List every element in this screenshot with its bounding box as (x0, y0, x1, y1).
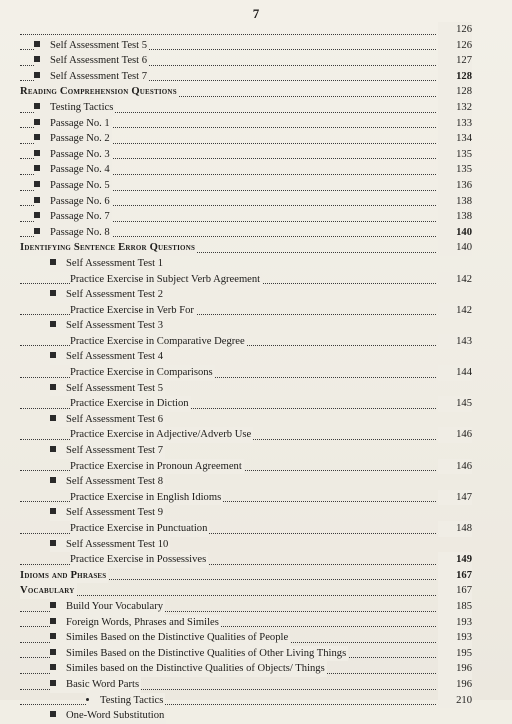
toc-page-number: 185 (438, 599, 472, 615)
toc-entry-label (20, 583, 77, 599)
toc-entry-text: Testing Tactics (50, 101, 114, 113)
toc-heading (20, 240, 472, 256)
toc-entry-label (34, 147, 112, 163)
toc-page-number: 193 (438, 615, 472, 631)
square-bullet-icon (50, 259, 56, 265)
toc-entry-label (50, 537, 170, 553)
toc-entry-text: Practice Exercise in Pronoun Agreement (70, 460, 242, 472)
toc-entry-text: Self Assessment Test 5 (50, 39, 148, 51)
square-bullet-icon (34, 165, 40, 171)
toc-entry-label (50, 318, 165, 334)
square-bullet-icon (50, 618, 56, 624)
toc-entry (20, 474, 472, 490)
toc-entry-label (50, 443, 165, 459)
toc-entry (20, 209, 472, 225)
toc-entry-label (70, 459, 244, 475)
toc-entry-text: Practice Exercise in Possessives (70, 554, 207, 566)
square-bullet-icon (50, 633, 56, 639)
toc-entry-text: Practice Exercise in English Idioms (70, 491, 222, 503)
toc-entry-text: Passage No. 5 (50, 179, 110, 191)
toc-entry-text: Practice Exercise in Comparative Degree (70, 335, 245, 347)
dot-leader (20, 595, 436, 596)
toc-entry-label (70, 272, 262, 288)
toc-entry-label (50, 646, 348, 662)
toc-entry-label (50, 287, 165, 303)
square-bullet-icon (34, 41, 40, 47)
toc-page-number: 140 (438, 225, 472, 241)
square-bullet-icon (50, 384, 56, 390)
toc-entry-label (70, 427, 253, 443)
toc-entry-text: Self Assessment Test 10 (66, 538, 169, 550)
toc-entry (20, 490, 472, 506)
toc-entry (20, 287, 472, 303)
square-bullet-icon (34, 181, 40, 187)
toc-entry (20, 537, 472, 553)
toc-page-number: 196 (438, 661, 472, 677)
dot-leader (20, 704, 436, 705)
toc-entry-text: Basic Word Parts (66, 678, 140, 690)
toc-entry-text: Self Assessment Test 9 (66, 507, 164, 519)
square-bullet-icon (50, 602, 56, 608)
toc-page-number: 128 (438, 84, 472, 100)
toc-page-number: 142 (438, 272, 472, 288)
toc-page-number: 135 (438, 147, 472, 163)
toc-entry (20, 69, 472, 85)
toc-entry-text: Passage No. 4 (50, 164, 110, 176)
toc-entry (20, 708, 472, 724)
toc-entry (20, 552, 472, 568)
toc-entry-text: Similes Based on the Distinctive Qualities of Other Living Things (66, 647, 347, 659)
dot-leader (20, 34, 436, 35)
toc-entry (20, 256, 472, 272)
toc-entry (20, 412, 472, 428)
toc-entry (20, 334, 472, 350)
square-bullet-icon (50, 290, 56, 296)
toc-entry (20, 661, 472, 677)
toc-entry-text: Testing Tactics (100, 694, 164, 706)
toc-entry (20, 365, 472, 381)
toc-entry-text: Self Assessment Test 8 (66, 476, 164, 488)
toc-entry-label (50, 381, 165, 397)
toc-entry-label (34, 162, 112, 178)
toc-entry-text: Practice Exercise in Verb For (70, 304, 194, 316)
toc-entry-text: Passage No. 3 (50, 148, 110, 160)
square-bullet-icon (50, 321, 56, 327)
toc-entry-label (50, 256, 165, 272)
toc-entry-label (34, 178, 112, 194)
toc-entry-label (34, 225, 112, 241)
toc-page-number: 134 (438, 131, 472, 147)
square-bullet-icon (50, 664, 56, 670)
toc-entry-label (50, 630, 290, 646)
toc-entry-text: Identifying Sentence Error Questions (20, 242, 196, 254)
toc-entry-label (50, 412, 165, 428)
toc-entry-text: Foreign Words, Phrases and Similes (66, 616, 219, 628)
toc-entry (20, 53, 472, 69)
toc-entry (20, 396, 472, 412)
toc-entry-text: Build Your Vocabulary (66, 600, 164, 612)
toc-entry (20, 303, 472, 319)
toc-entry (20, 22, 472, 38)
square-bullet-icon (34, 150, 40, 156)
toc-entry-text: Vocabulary (20, 585, 75, 597)
table-of-contents (20, 22, 472, 724)
toc-entry (20, 349, 472, 365)
toc-page-number: 196 (438, 677, 472, 693)
toc-page-number: 138 (438, 194, 472, 210)
toc-page-number: 128 (438, 69, 472, 85)
toc-page-number: 136 (438, 178, 472, 194)
toc-entry-text: Passage No. 8 (50, 226, 110, 238)
toc-entry-text: Idioms and Phrases (20, 569, 107, 581)
toc-entry (20, 505, 472, 521)
toc-entry (20, 131, 472, 147)
toc-entry-text: Passage No. 1 (50, 117, 110, 129)
toc-entry (20, 381, 472, 397)
toc-page-number: 144 (438, 365, 472, 381)
toc-entry-label (34, 209, 112, 225)
toc-entry-label (20, 84, 179, 100)
square-bullet-icon (50, 477, 56, 483)
square-bullet-icon (50, 415, 56, 421)
toc-entry (20, 521, 472, 537)
toc-entry-text: Self Assessment Test 5 (66, 382, 164, 394)
toc-page-number: 126 (438, 22, 472, 38)
toc-page-number: 167 (438, 583, 472, 599)
toc-page-number: 145 (438, 396, 472, 412)
toc-heading (20, 568, 472, 584)
square-bullet-icon (34, 134, 40, 140)
toc-page-number: 146 (438, 427, 472, 443)
square-bullet-icon (50, 711, 56, 717)
toc-heading (20, 84, 472, 100)
toc-page-number: 135 (438, 162, 472, 178)
square-bullet-icon (34, 212, 40, 218)
toc-entry-text: Similes Based on the Distinctive Qualities of People (66, 632, 289, 644)
square-bullet-icon (50, 446, 56, 452)
toc-entry-label (50, 677, 141, 693)
toc-entry (20, 615, 472, 631)
toc-entry-text: Self Assessment Test 7 (66, 445, 164, 457)
toc-entry-text: Reading Comprehension Questions (20, 86, 177, 98)
toc-entry-text: Similes based on the Distinctive Qualities of Objects/ Things (66, 663, 325, 675)
square-bullet-icon (34, 56, 40, 62)
toc-entry-text: Self Assessment Test 2 (66, 289, 164, 301)
toc-entry (20, 194, 472, 210)
toc-page-number: 127 (438, 53, 472, 69)
toc-entry-label (70, 303, 196, 319)
toc-entry-label (70, 552, 208, 568)
toc-entry (20, 272, 472, 288)
toc-entry-text: Self Assessment Test 4 (66, 351, 164, 363)
toc-page-number: 126 (438, 38, 472, 54)
toc-page-number: 142 (438, 303, 472, 319)
toc-entry-text: Practice Exercise in Adjective/Adverb Use (70, 429, 252, 441)
toc-entry-text: Self Assessment Test 3 (66, 320, 164, 332)
square-bullet-icon (34, 119, 40, 125)
page-number: 7 (252, 6, 260, 21)
toc-entry-label (50, 708, 166, 724)
toc-entry-text: Passage No. 6 (50, 195, 110, 207)
toc-page-number: 193 (438, 630, 472, 646)
toc-entry (20, 459, 472, 475)
toc-entry-text: Practice Exercise in Punctuation (70, 523, 208, 534)
toc-entry-label (34, 194, 112, 210)
toc-page-number: 210 (438, 693, 472, 709)
square-bullet-icon (34, 103, 40, 109)
toc-entry (20, 443, 472, 459)
toc-entry (20, 162, 472, 178)
toc-entry-label (34, 69, 149, 85)
square-bullet-icon (50, 352, 56, 358)
toc-page-number: 140 (438, 240, 472, 256)
toc-entry (20, 38, 472, 54)
toc-entry-label (50, 474, 165, 490)
toc-page-number: 138 (438, 209, 472, 225)
toc-entry (20, 646, 472, 662)
toc-entry (20, 677, 472, 693)
toc-page-number: 167 (438, 568, 472, 584)
toc-page-number: 132 (438, 100, 472, 116)
square-bullet-icon (50, 508, 56, 514)
toc-entry-text: Self Assessment Test 6 (66, 413, 164, 425)
toc-page-number: 148 (438, 521, 472, 537)
toc-entry-label (86, 693, 165, 709)
toc-entry (20, 318, 472, 334)
toc-entry (20, 599, 472, 615)
toc-page-number: 149 (438, 552, 472, 568)
square-bullet-icon (50, 540, 56, 546)
square-bullet-icon (34, 197, 40, 203)
toc-entry-text: Self Assessment Test 7 (50, 70, 148, 82)
toc-entry-label (50, 505, 165, 521)
toc-page-number: 146 (438, 459, 472, 475)
toc-entry (20, 225, 472, 241)
toc-entry-text: Practice Exercise in Subject Verb Agreement (70, 273, 261, 285)
toc-entry-label (50, 349, 165, 365)
toc-entry-label (34, 100, 115, 116)
toc-entry-label (70, 521, 209, 537)
toc-entry-label (50, 599, 165, 615)
toc-entry-text: Passage No. 2 (50, 133, 110, 145)
toc-entry-text: One-Word Substitution (66, 710, 165, 722)
toc-entry (20, 630, 472, 646)
toc-entry-label (20, 568, 108, 584)
toc-entry-label (70, 490, 223, 506)
square-bullet-icon (34, 228, 40, 234)
toc-entry (20, 178, 472, 194)
toc-page-number: 195 (438, 646, 472, 662)
toc-entry-label (70, 365, 215, 381)
square-bullet-icon (34, 72, 40, 78)
toc-entry (20, 116, 472, 132)
toc-entry-text: Self Assessment Test 6 (50, 55, 148, 67)
toc-entry-label (34, 38, 149, 54)
toc-entry-label (34, 131, 112, 147)
toc-entry (20, 427, 472, 443)
toc-entry (20, 147, 472, 163)
square-bullet-icon (50, 649, 56, 655)
toc-entry-label (50, 661, 327, 677)
toc-entry-label (50, 615, 221, 631)
toc-entry (20, 693, 472, 709)
toc-entry-label (70, 334, 247, 350)
toc-entry-text: Practice Exercise in Comparisons (70, 367, 213, 379)
toc-page-number: 133 (438, 116, 472, 132)
toc-entry (20, 100, 472, 116)
toc-page-number: 147 (438, 490, 472, 506)
toc-entry-label (34, 53, 149, 69)
toc-entry-label (70, 396, 191, 412)
toc-page-number: 143 (438, 334, 472, 350)
toc-entry-label (34, 116, 112, 132)
toc-entry-text: Self Assessment Test 1 (66, 257, 164, 269)
toc-entry-label (20, 240, 197, 256)
round-bullet-icon (86, 698, 89, 701)
toc-entry-text: Passage No. 7 (50, 211, 110, 223)
square-bullet-icon (50, 680, 56, 686)
toc-heading (20, 583, 472, 599)
toc-entry-text: Practice Exercise in Diction (70, 398, 189, 410)
